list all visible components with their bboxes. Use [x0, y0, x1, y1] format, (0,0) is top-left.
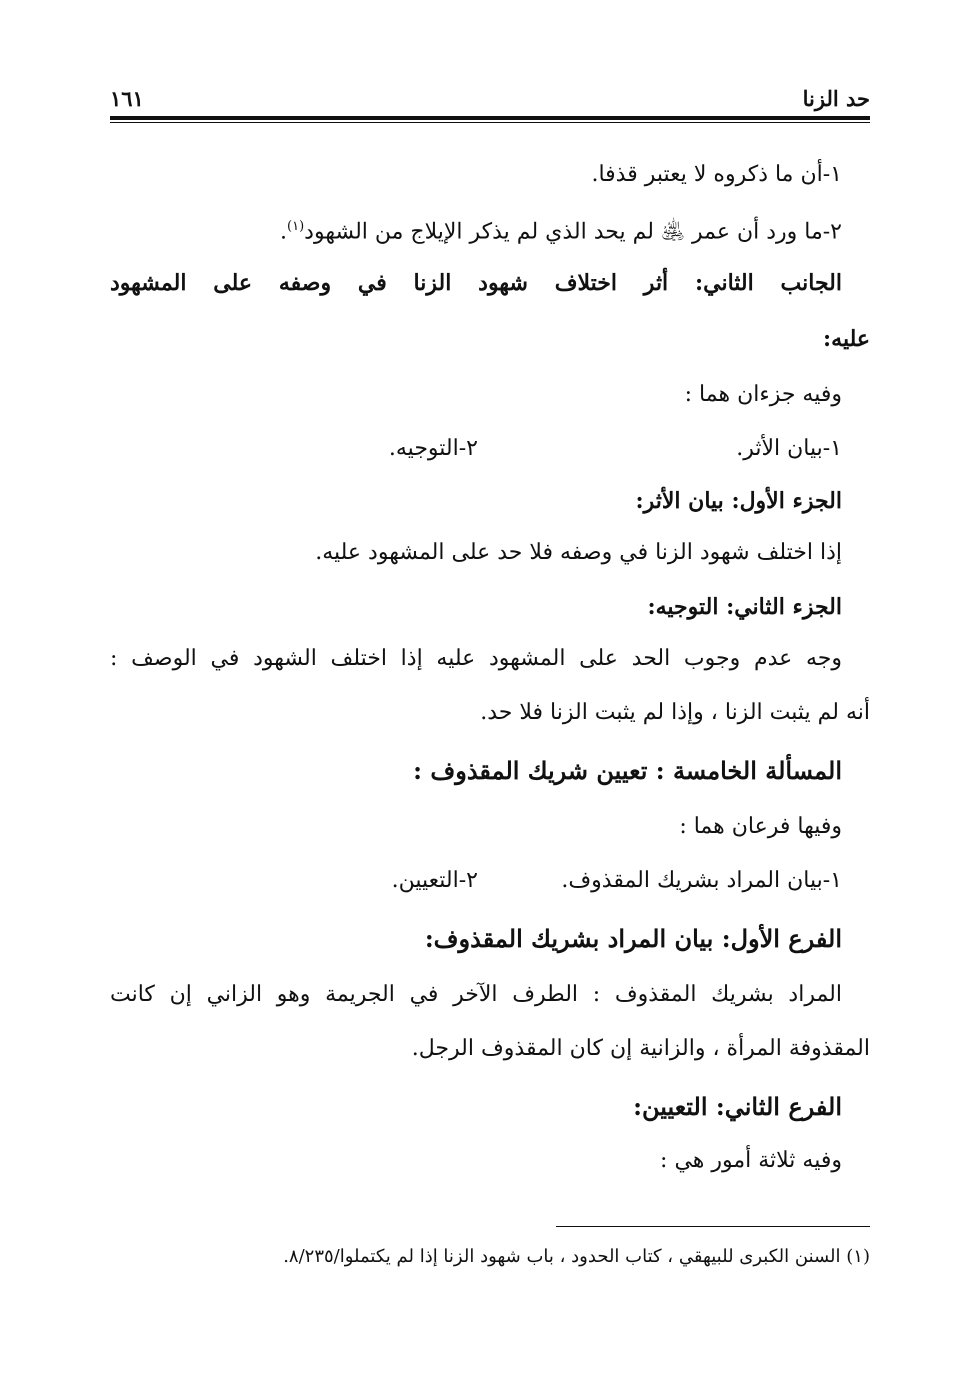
- text-line-2-end: .: [280, 219, 288, 245]
- running-header: [110, 82, 870, 122]
- header-rule-thin: [110, 122, 870, 123]
- text-line-2: [280, 212, 842, 247]
- footnote-separator: [556, 1226, 870, 1227]
- heading-branch-1: الفرع الأول: بيان المراد بشريك المقذوف:: [424, 924, 842, 953]
- text-line-10: المراد بشريك المقذوف : الطرف الآخر في الجريمة وهو الزاني إن كانت: [110, 982, 842, 1007]
- subheading-part-2: الجزء الثاني: التوجيه:: [647, 594, 842, 620]
- text-line-12: وفيه ثلاثة أمور هي :: [660, 1148, 842, 1173]
- text-line-1: ١-أن ما ذكروه لا يعتبر قذفا.: [591, 162, 842, 187]
- list-item-1: ١-بيان الأثر.: [736, 436, 842, 461]
- footnote-1: (١) السنن الكبرى للبيهقي ، كتاب الحدود ، باب شهود الزنا إذا لم يكتملوا/٨/٢٣٥.: [283, 1246, 870, 1267]
- text-line-3: وفيه جزءان هما :: [684, 382, 842, 407]
- text-line-2-body: ٢-ما ورد أن عمر ﵁ لم يحد الذي لم يذكر الإيلاج من الشهود: [304, 219, 842, 245]
- heading-branch-2: الفرع الثاني: التعيين:: [633, 1092, 842, 1121]
- text-line-8: وفيها فرعان هما :: [679, 814, 842, 839]
- text-line-7: أنه لم يثبت الزنا ، وإذا لم يثبت الزنا فلا حد.: [480, 700, 870, 725]
- text-line-11: المقذوفة المرأة ، والزانية إن كان المقذوف الرجل.: [411, 1036, 870, 1061]
- page-number: ١٦١: [110, 86, 144, 111]
- heading-issue-5: المسألة الخامسة : تعيين شريك المقذوف :: [413, 756, 842, 785]
- list-item-3: ١-بيان المراد بشريك المقذوف.: [561, 868, 842, 893]
- header-rule-thick: [110, 116, 870, 120]
- footnote-ref: (١): [287, 219, 305, 234]
- text-line-6: وجه عدم وجوب الحد على المشهود عليه إذا اختلف الشهود في الوصف :: [110, 646, 842, 671]
- text-line-5: إذا اختلف شهود الزنا في وصفه فلا حد على المشهود عليه.: [315, 540, 842, 565]
- subheading-part-1: الجزء الأول: بيان الأثر:: [635, 488, 842, 514]
- section-heading-aspect-2: الجانب الثاني: أثر اختلاف شهود الزنا في وصفه على المشهود: [110, 270, 842, 296]
- chapter-title: حد الزنا: [802, 86, 870, 111]
- list-item-4: ٢-التعيين.: [391, 868, 478, 893]
- section-heading-aspect-2-cont: عليه:: [823, 326, 870, 352]
- list-item-2: ٢-التوجيه.: [388, 436, 478, 461]
